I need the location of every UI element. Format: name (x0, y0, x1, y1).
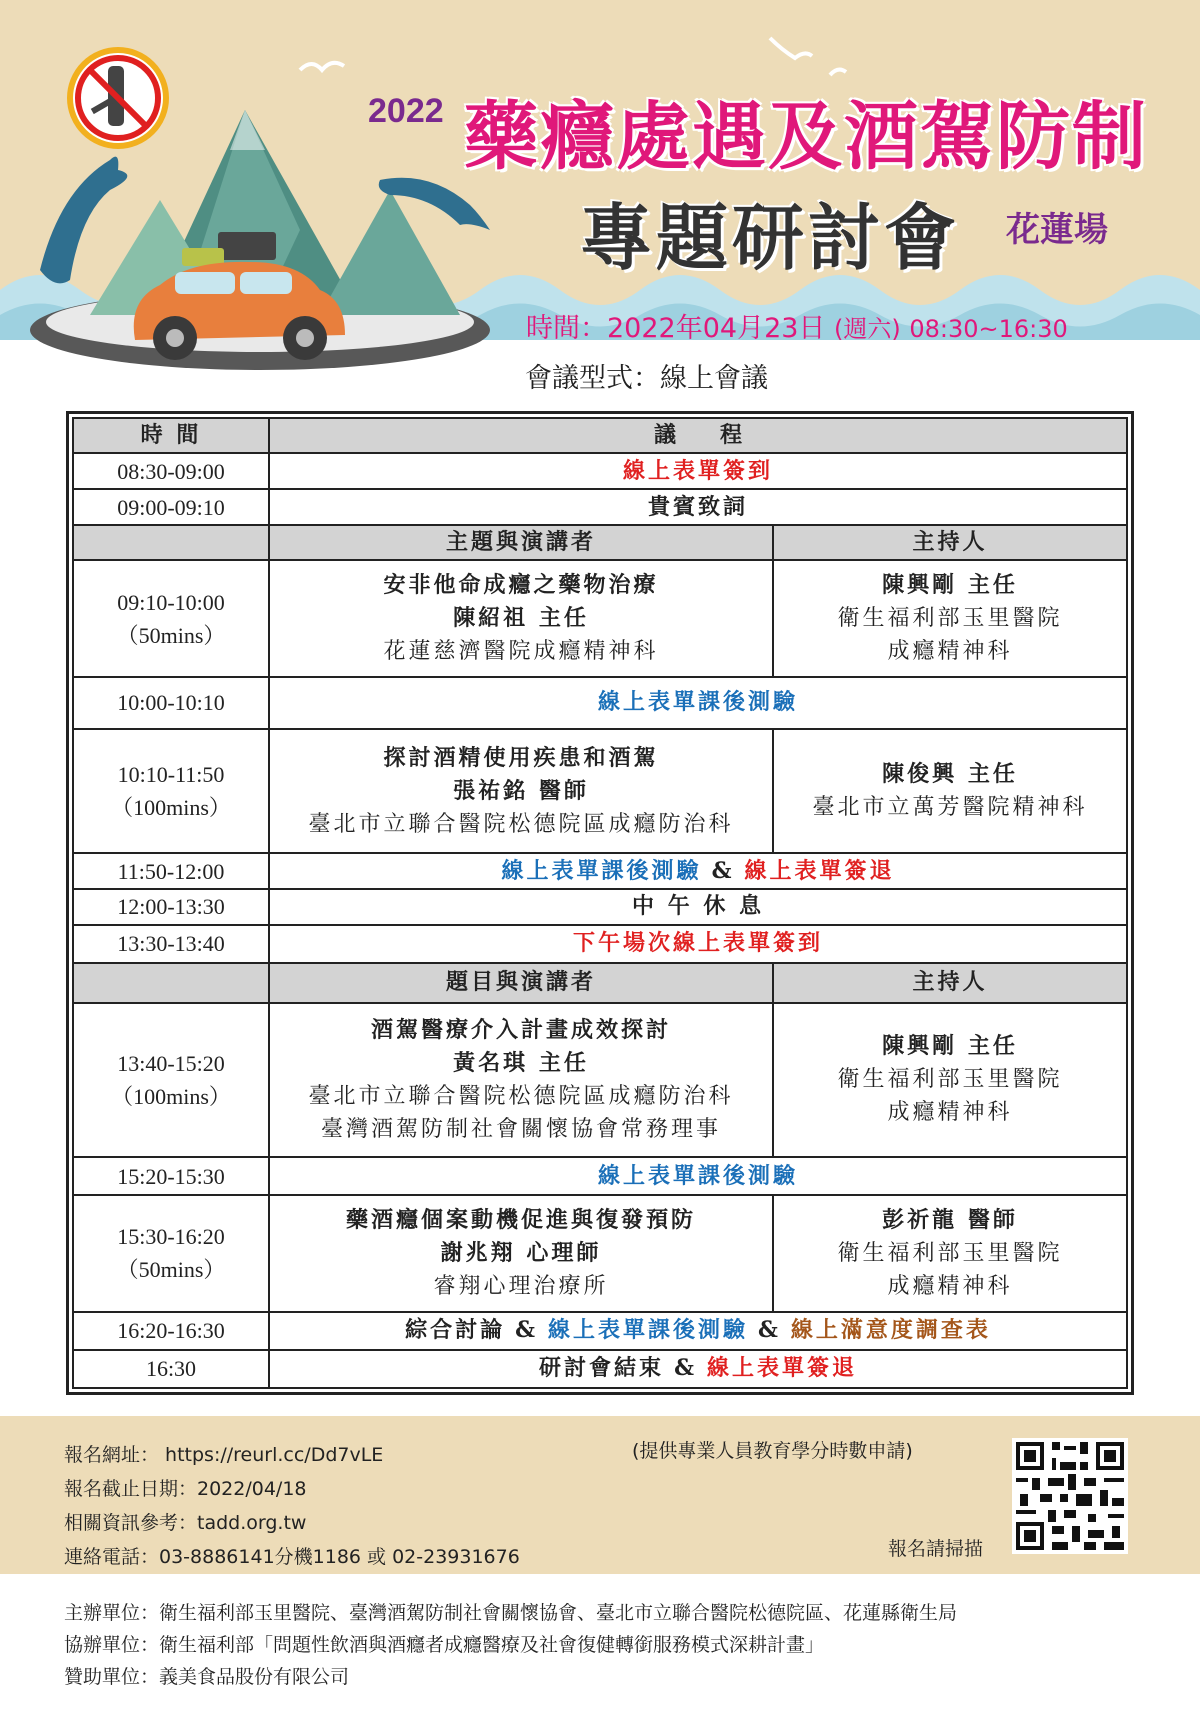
qr-code-icon[interactable] (1012, 1438, 1128, 1554)
session-topic (269, 1003, 773, 1157)
session-host (773, 560, 1127, 676)
host-org: 衛生福利部玉里醫院 (837, 606, 1063, 632)
event-date: 時間：2022年04月23日 (526, 313, 826, 344)
session-host (773, 1003, 1127, 1157)
row-time: 08:30-09:00 (73, 453, 269, 489)
table-subheader (73, 525, 1127, 560)
info-link[interactable]: 相關資訊參考：tadd.org.tw (64, 1512, 307, 1534)
event-weekday: (週六) (834, 315, 901, 343)
topic-title: 探討酒精使用疾患和酒駕 (383, 744, 659, 771)
row-agenda (269, 1350, 1127, 1388)
speaker-name: 陳紹祖 主任 (453, 605, 589, 632)
session-row (73, 1003, 1127, 1157)
session-duration: （50mins） (116, 1257, 226, 1283)
session-topic (269, 729, 773, 853)
row-agenda: 中 午 休 息 (269, 889, 1127, 924)
contact-phone: 連絡電話：03-8886141分機1186 或 02-23931676 (64, 1546, 520, 1568)
col-header-agenda: 議 程 (269, 418, 1127, 453)
session-time (73, 560, 269, 676)
no-drugs-alcohol-sign-icon (70, 50, 166, 146)
host-org-dept: 成癮精神科 (887, 1273, 1013, 1299)
row-agenda: 線上表單簽到 (269, 453, 1127, 489)
subheader-host: 主持人 (773, 525, 1127, 560)
agenda-part: 線上表單簽退 (744, 857, 895, 884)
schedule-table (72, 417, 1128, 1389)
speaker-org-secondary: 臺灣酒駕防制社會關懷協會常務理事 (320, 1116, 721, 1142)
host-name: 彭祈龍 醫師 (882, 1206, 1018, 1233)
agenda-part: 線上表單簽退 (706, 1355, 857, 1382)
table-row (73, 489, 1127, 525)
row-time: 16:30 (73, 1350, 269, 1388)
row-agenda (269, 1312, 1127, 1350)
session-time-range: 15:30-16:20 (117, 1224, 225, 1250)
agenda-part: 線上滿意度調查表 (790, 1317, 991, 1344)
table-row (73, 1312, 1127, 1350)
row-time: 10:00-10:10 (73, 677, 269, 729)
session-time-range: 13:40-15:20 (117, 1050, 225, 1076)
speaker-name: 黃名琪 主任 (453, 1049, 589, 1076)
seagull-icon (300, 38, 846, 75)
row-agenda (269, 853, 1127, 889)
session-time (73, 1195, 269, 1311)
session-topic (269, 1195, 773, 1311)
agenda-amp: & (674, 1355, 697, 1382)
session-time (73, 729, 269, 853)
agenda-part: 線上表單課後測驗 (547, 1317, 748, 1344)
session-host (773, 1195, 1127, 1311)
event-hours: 08:30~16:30 (909, 315, 1068, 343)
subheader-blank (73, 963, 269, 1003)
speaker-org: 花蓮慈濟醫院成癮精神科 (383, 639, 659, 665)
table-row (73, 1157, 1127, 1195)
session-row (73, 1195, 1127, 1311)
poster-header (0, 0, 1200, 398)
speaker-name: 張祐銘 醫師 (453, 777, 589, 804)
row-time: 11:50-12:00 (73, 853, 269, 889)
speaker-name: 謝兆翔 心理師 (440, 1239, 602, 1266)
topic-title: 安非他命成癮之藥物治療 (383, 572, 659, 599)
host-name: 陳興剛 主任 (882, 572, 1018, 599)
subheader-host: 主持人 (773, 963, 1127, 1003)
agenda-part: 研討會結束 (539, 1355, 665, 1382)
agenda-part: 綜合討論 (405, 1317, 506, 1344)
host-name: 陳俊興 主任 (882, 761, 1018, 788)
agenda-part: 線上表單課後測驗 (501, 857, 702, 884)
table-subheader (73, 963, 1127, 1003)
session-row (73, 729, 1127, 853)
host-org-dept: 成癮精神科 (887, 1100, 1013, 1126)
table-row (73, 453, 1127, 489)
session-duration: （100mins） (111, 1083, 231, 1109)
event-title-main: 藥癮處遇及酒駕防制 (464, 94, 1148, 180)
row-time: 09:00-09:10 (73, 489, 269, 525)
session-duration: （100mins） (111, 795, 231, 821)
row-agenda: 貴賓致詞 (269, 489, 1127, 525)
credit-note: (提供專業人員教育學分時數申請) (632, 1440, 913, 1462)
session-row (73, 560, 1127, 676)
session-duration: （50mins） (116, 622, 226, 648)
host-org: 衛生福利部玉里醫院 (837, 1067, 1063, 1093)
table-row (73, 889, 1127, 924)
row-agenda: 線上表單課後測驗 (269, 677, 1127, 729)
host-name: 陳興剛 主任 (882, 1033, 1018, 1060)
row-time: 16:20-16:30 (73, 1312, 269, 1350)
table-row (73, 853, 1127, 889)
table-row (73, 925, 1127, 963)
session-time (73, 1003, 269, 1157)
event-venue: 花蓮場 (1006, 210, 1108, 250)
session-topic (269, 560, 773, 676)
row-time: 12:00-13:30 (73, 889, 269, 924)
schedule-table-frame (66, 411, 1134, 1395)
meeting-format: 會議型式：線上會議 (525, 363, 768, 394)
row-agenda: 線上表單課後測驗 (269, 1157, 1127, 1195)
agenda-amp: & (515, 1317, 538, 1344)
topic-title: 酒駕醫療介入計畫成效探討 (370, 1016, 671, 1043)
organizer-sponsor: 贊助單位：義美食品股份有限公司 (64, 1666, 350, 1688)
organizer-host: 主辦單位：衛生福利部玉里醫院、臺灣酒駕防制社會關懷協會、臺北市立聯合醫院松德院區、花蓮縣衛生局 (64, 1602, 958, 1624)
subheader-topic: 主題與演講者 (269, 525, 773, 560)
session-host (773, 729, 1127, 853)
speaker-org: 睿翔心理治療所 (433, 1273, 609, 1299)
topic-title: 藥酒癮個案動機促進與復發預防 (345, 1206, 696, 1233)
table-row (73, 677, 1127, 729)
scan-label: 報名請掃描 (888, 1538, 984, 1560)
speaker-org: 臺北市立聯合醫院松德院區成癮防治科 (308, 811, 734, 837)
signup-deadline: 報名截止日期：2022/04/18 (64, 1478, 307, 1500)
event-datetime (526, 306, 1068, 345)
agenda-amp: & (758, 1317, 781, 1344)
table-row (73, 1350, 1127, 1388)
session-time-range: 09:10-10:00 (117, 589, 225, 615)
host-org: 衛生福利部玉里醫院 (837, 1240, 1063, 1266)
host-org: 臺北市立萬芳醫院精神科 (812, 795, 1088, 821)
col-header-time: 時 間 (73, 418, 269, 453)
subheader-blank (73, 525, 269, 560)
speaker-org: 臺北市立聯合醫院松德院區成癮防治科 (308, 1083, 734, 1109)
row-time: 15:20-15:30 (73, 1157, 269, 1195)
event-title-sub: 專題研討會 (580, 196, 961, 280)
organizer-cohost: 協辦單位：衛生福利部「問題性飲酒與酒癮者成癮醫療及社會復健轉銜服務模式深耕計畫」 (64, 1634, 825, 1656)
session-time-range: 10:10-11:50 (117, 762, 225, 788)
row-time: 13:30-13:40 (73, 925, 269, 963)
event-year: 2022 (368, 92, 444, 130)
subheader-topic: 題目與演講者 (269, 963, 773, 1003)
signup-url[interactable]: 報名網址： https://reurl.cc/Dd7vLE (64, 1444, 384, 1466)
registration-footer (0, 1416, 1200, 1574)
agenda-amp: & (711, 857, 735, 884)
host-org-dept: 成癮精神科 (887, 639, 1013, 665)
row-agenda: 下午場次線上表單簽到 (269, 925, 1127, 963)
